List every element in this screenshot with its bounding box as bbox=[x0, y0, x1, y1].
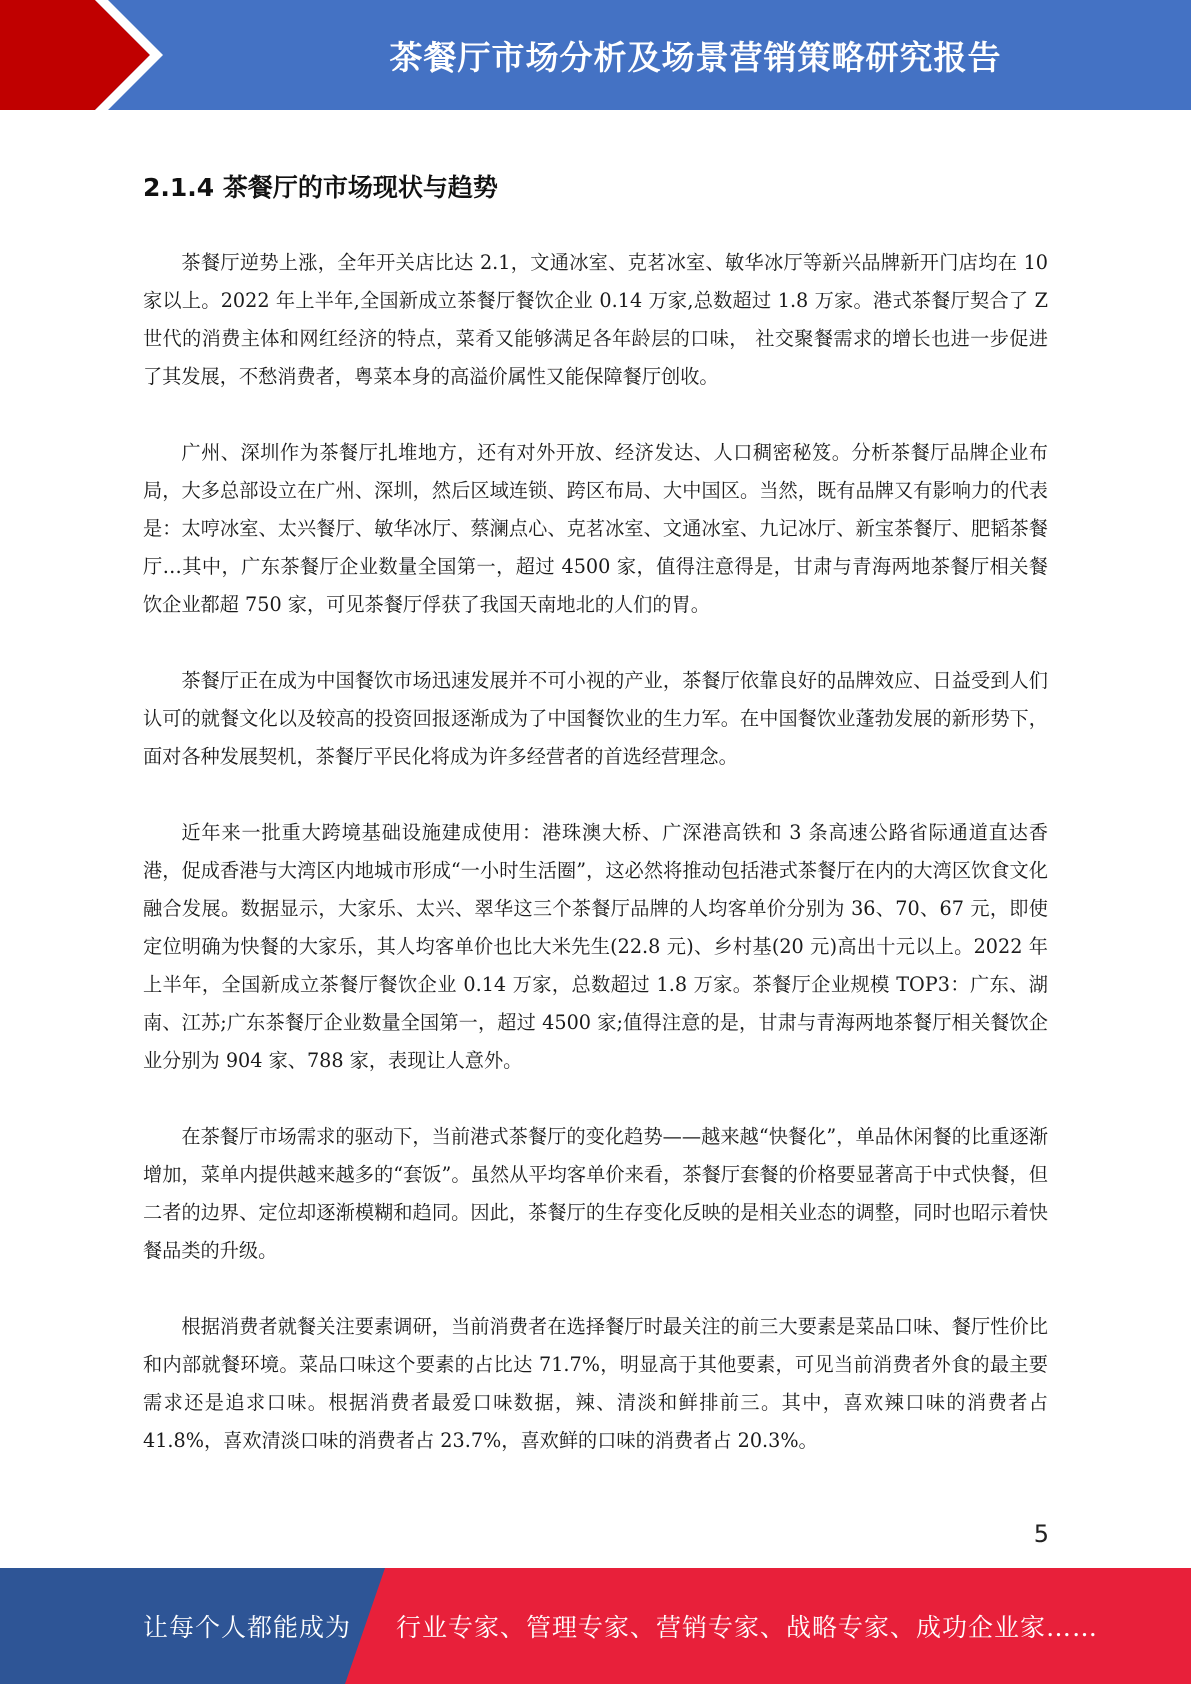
paragraph-4: 近年来一批重大跨境基础设施建成使用：港珠澳大桥、广深港高铁和 3 条高速公路省际通道直达香港，促成香港与大湾区内地城市形成“一小时生活圈”，这必然将推动包括港式茶餐厅在内的大湾区饮食文化融合发展。数据显示，大家乐、太兴、翠华这三个茶餐厅品牌的人均客单价分别为 36、70、67 元，即使定位明确为快餐的大家乐，其人均客单价也比大米先生(22.8 元)、乡村基(20 元)高出十元以上。2022 年上半年，全国新成立茶餐厅餐饮企业 0.14 万家，总数超过 1.8 万家。茶餐厅企业规模 TOP3：广东、湖南、江苏;广东茶餐厅企业数量全国第一，超过 4500 家;值得注意的是，甘肃与青海两地茶餐厅相关餐饮企业分别为 904 家、788 家，表现让人意外。 bbox=[143, 821, 1048, 1072]
paragraph-5: 在茶餐厅市场需求的驱动下，当前港式茶餐厅的变化趋势——越来越“快餐化”，单品休闲餐的比重逐渐增加，菜单内提供越来越多的“套饭”。虽然从平均客单价来看，茶餐厅套餐的价格要显著高于中式快餐，但二者的边界、定位却逐渐模糊和趋同。因此，茶餐厅的生存变化反映的是相关业态的调整，同时也昭示着快餐品类的升级。 bbox=[143, 1125, 1048, 1262]
page-header bbox=[0, 0, 1191, 110]
main-content bbox=[143, 150, 1048, 1498]
footer-slogan-right: 行业专家、管理专家、营销专家、战略专家、成功企业家…… bbox=[396, 1613, 1099, 1642]
page-number: 5 bbox=[1033, 1520, 1049, 1548]
paragraph-6: 根据消费者就餐关注要素调研，当前消费者在选择餐厅时最关注的前三大要素是菜品口味、餐厅性价比和内部就餐环境。菜品口味这个要素的占比达 71.7%，明显高于其他要素，可见当前消费者外食的最主要需求还是追求口味。根据消费者最爱口味数据，辣、清淡和鲜排前三。其中，喜欢辣口味的消费者占 41.8%，喜欢清淡口味的消费者占 23.7%，喜欢鲜的口味的消费者占 20.3%。 bbox=[143, 1315, 1048, 1452]
footer-slogan-left: 让每个人都能成为 bbox=[143, 1613, 352, 1642]
page-footer bbox=[0, 1568, 1191, 1684]
paragraph-1: 茶餐厅逆势上涨，全年开关店比达 2.1，文通冰室、克茗冰室、敏华冰厅等新兴品牌新开门店均在 10 家以上。2022 年上半年,全国新成立茶餐厅餐饮企业 0.14 万家,总数超过 1.8 万家。港式茶餐厅契合了 Z 世代的消费主体和网红经济的特点，菜肴又能够满足各年龄层的口味， 社交聚餐需求的增长也进一步促进了其发展，不愁消费者，粤菜本身的高溢价属性又能保障餐厅创收。 bbox=[143, 251, 1048, 388]
paragraph-3: 茶餐厅正在成为中国餐饮市场迅速发展并不可小视的产业，茶餐厅依靠良好的品牌效应、日益受到人们认可的就餐文化以及较高的投资回报逐渐成为了中国餐饮业的生力军。在中国餐饮业蓬勃发展的新形势下，面对各种发展契机，茶餐厅平民化将成为许多经营者的首选经营理念。 bbox=[143, 669, 1048, 768]
section-heading: 2.1.4 茶餐厅的市场现状与趋势 bbox=[143, 173, 498, 202]
report-title: 茶餐厅市场分析及场景营销策略研究报告 bbox=[389, 37, 1002, 77]
paragraph-2: 广州、深圳作为茶餐厅扎堆地方，还有对外开放、经济发达、人口稠密秘笈。分析茶餐厅品牌企业布局，大多总部设立在广州、深圳，然后区域连锁、跨区布局、大中国区。当然，既有品牌又有影响力的代表是：太哼冰室、太兴餐厅、敏华冰厅、蔡澜点心、克茗冰室、文通冰室、九记冰厅、新宝茶餐厅、肥韬茶餐厅…其中，广东茶餐厅企业数量全国第一，超过 4500 家，值得注意得是，甘肃与青海两地茶餐厅相关餐饮企业都超 750 家，可见茶餐厅俘获了我国天南地北的人们的胃。 bbox=[143, 441, 1048, 616]
